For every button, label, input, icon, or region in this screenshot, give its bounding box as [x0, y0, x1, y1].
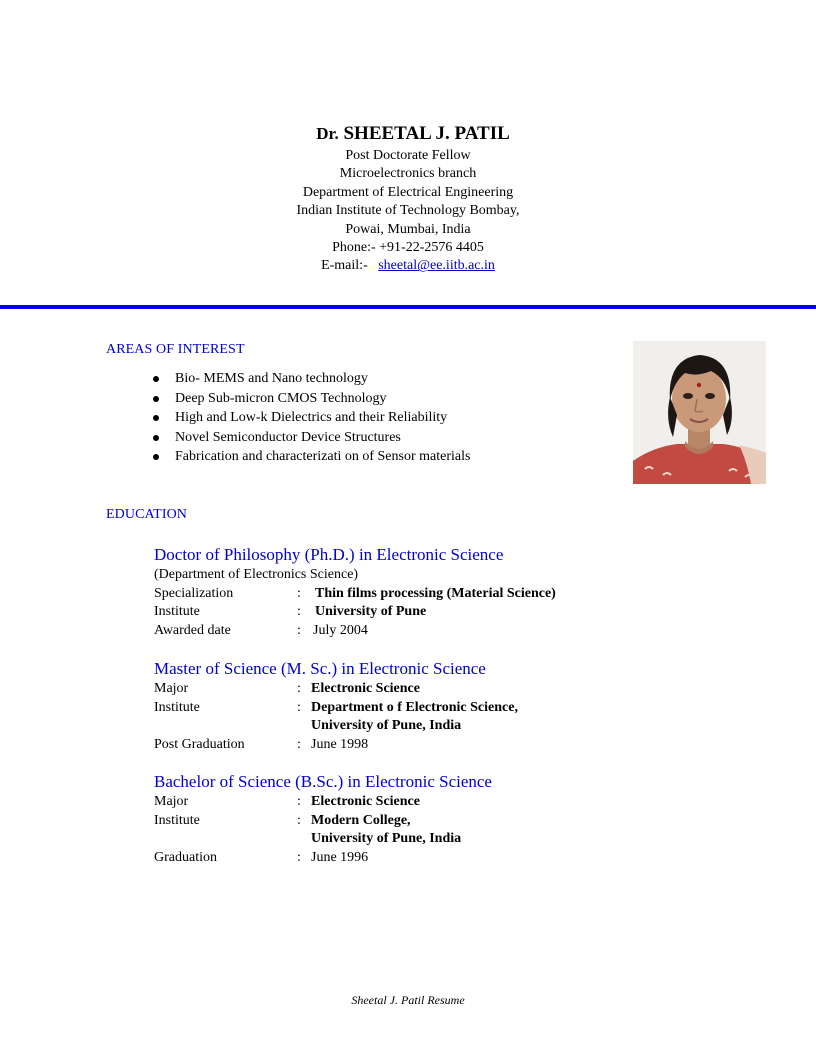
page-footer: Sheetal J. Patil Resume: [351, 993, 465, 1007]
field-value: June 1998: [311, 736, 369, 752]
position: Post Doctorate Fellow: [345, 148, 471, 163]
profile-photo: [633, 341, 766, 484]
phd-department: [154, 566, 714, 585]
phd-awarded: [154, 622, 714, 641]
list-item: Fabrication and characterizati on of Sensor materials: [150, 447, 470, 467]
msc-major: [154, 680, 714, 699]
spacer: [297, 717, 311, 736]
full-name: SHEETAL J. PATIL: [343, 123, 510, 144]
field-label: Institute: [154, 604, 200, 619]
field-value: Thin films processing (Material Science): [315, 585, 556, 601]
list-item: Bio- MEMS and Nano technology: [150, 369, 470, 389]
field-separator: :: [297, 622, 301, 638]
field-value: University of Pune, India: [311, 718, 462, 733]
phd-dept-text: (Department of Electronics Science): [154, 567, 359, 582]
field-value: Electronic Science: [311, 794, 420, 809]
field-separator: :: [297, 604, 301, 619]
bsc-degree: Bachelor of Science (B.Sc.) in Electronic Science: [154, 772, 492, 791]
education-title: EDUCATION: [106, 507, 188, 522]
field-label: Major: [154, 681, 189, 696]
field-label: Post Graduation: [154, 736, 245, 752]
field-separator: :: [297, 812, 301, 828]
field-value: July 2004: [313, 622, 368, 638]
interests-title: AREAS OF INTEREST: [106, 342, 245, 357]
phd-specialization: [154, 585, 714, 604]
list-item: High and Low-k Dielectrics and their Reliability: [150, 408, 470, 428]
branch: Microelectronics branch: [339, 166, 477, 182]
msc-degree: Master of Science (M. Sc.) in Electronic Science: [154, 659, 486, 678]
department: Department of Electrical Engineering: [302, 184, 514, 200]
field-separator: :: [297, 585, 301, 601]
msc-block: [154, 658, 714, 754]
field-separator: :: [297, 794, 301, 809]
field-value: Department o f Electronic Science,: [311, 699, 518, 715]
msc-institute-cont: [154, 717, 714, 736]
bsc-block: [154, 771, 714, 867]
list-item: Deep Sub-micron CMOS Technology: [150, 389, 470, 409]
institute: Indian Institute of Technology Bombay,: [296, 203, 520, 219]
interests-list: [150, 369, 470, 467]
field-value: University of Pune, India: [311, 831, 462, 846]
name-prefix: Dr.: [316, 124, 339, 143]
field-value: Electronic Science: [311, 681, 420, 696]
bsc-major: [154, 793, 714, 812]
bsc-institute-cont: [154, 830, 714, 849]
msc-institute: [154, 699, 714, 718]
field-label: Institute: [154, 812, 200, 828]
field-label: Graduation: [154, 849, 217, 865]
field-separator: :: [297, 681, 301, 696]
header: [0, 121, 816, 276]
email-label: E-mail:-: [321, 258, 368, 274]
spacer: [154, 717, 297, 736]
location: Powai, Mumbai, India: [345, 221, 471, 237]
divider: [0, 305, 816, 309]
field-label: Major: [154, 794, 189, 809]
spacer: [154, 830, 297, 849]
phd-institute: [154, 603, 714, 622]
msc-graduation: [154, 736, 714, 755]
phd-block: [154, 544, 714, 640]
phone: Phone:- +91-22-2576 4405: [332, 240, 484, 256]
phd-degree: Doctor of Philosophy (Ph.D.) in Electronic Science: [154, 545, 504, 564]
list-item: Novel Semiconductor Device Structures: [150, 428, 470, 448]
email-line: [0, 257, 816, 275]
spacer: [297, 830, 311, 849]
field-label: Awarded date: [154, 622, 231, 638]
bsc-graduation: [154, 849, 714, 868]
field-separator: :: [297, 849, 301, 865]
field-value: University of Pune: [315, 604, 427, 619]
field-value: Modern College,: [311, 812, 411, 828]
field-value: June 1996: [311, 849, 369, 865]
email-link[interactable]: sheetal@ee.iitb.ac.in: [378, 258, 495, 274]
field-separator: :: [297, 699, 301, 715]
bsc-institute: [154, 812, 714, 831]
field-label: Institute: [154, 699, 200, 715]
name-heading: [10, 121, 816, 147]
field-separator: :: [297, 736, 301, 752]
field-label: Specialization: [154, 585, 234, 601]
